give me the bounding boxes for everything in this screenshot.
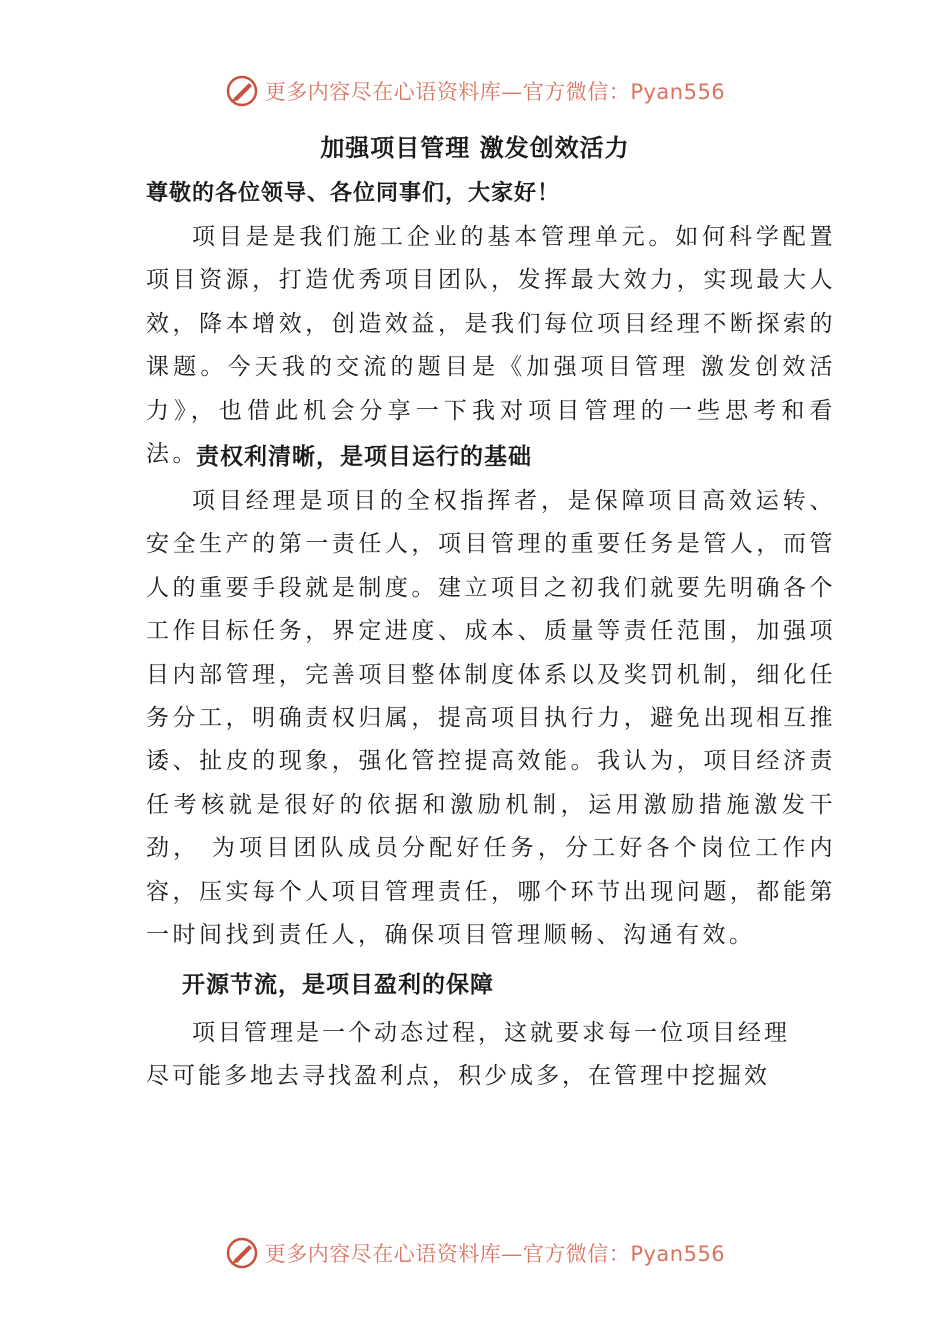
watermark-text: 更多内容尽在心语资料库—官方微信：Pyan556 [264,80,726,104]
header-watermark [0,68,950,114]
paragraph-profit-line-1: 项目管理是一个动态过程，这就要求每一位项目经理 [192,1020,790,1046]
footer-watermark [0,1230,950,1276]
document-title: 加强项目管理 激发创效活力 [320,133,630,162]
watermark-text: 更多内容尽在心语资料库—官方微信：Pyan556 [264,1242,726,1266]
paragraph-responsibility: 项目经理是项目的全权指挥者，是保障项目高效运转、安全生产的第一责任人，项目管理的重要任务是管人，而管人的重要手段就是制度。建立项目之初我们就要先明确各个工作目标任务，界定进度、成本、质量等责任范围，加强项目内部管理，完善项目整体制度体系以及奖罚机制，细化任 务分工，明确责权归属，提高项目执行力，避免出现相互推 诿、扯皮的现象，强化管控提高效能。我认为，项目经济责任考核就是很好的依据和激励机制，运用激励措施激发干劲， 为项目团队成员分配好任务，分工好各个岗位工作内容，压实每个人项目管理责任，哪个环节出现问题，都能第一时间找到责任人，确保项目管理顺畅、沟通有效。 [146,488,836,949]
paragraph-profit-line-2: 尽可能多地去寻找盈利点，积少成多，在管理中挖掘效 [146,1063,770,1090]
pen-logo-icon [225,1236,259,1270]
paragraph-intro: 项目是是我们施工企业的基本管理单元。如何科学配置项目资源，打造优秀项目团队，发挥最大效力，实现最大人效，降本增效，创造效益，是我们每位项目经理不断探索的课题。今天我的交流的题目是《加强项目管理 激发创效活力》，也借此机会分享一下我对项目管理的一些思考和看法。 [146,224,836,468]
section-heading-responsibility: 责权利清晰，是项目运行的基础 [196,443,532,470]
greeting: 尊敬的各位领导、各位同事们，大家好！ [146,180,561,206]
paragraph-profit [146,1012,836,1099]
pen-logo-icon [225,74,259,108]
section-heading-profit: 开源节流，是项目盈利的保障 [182,971,494,998]
